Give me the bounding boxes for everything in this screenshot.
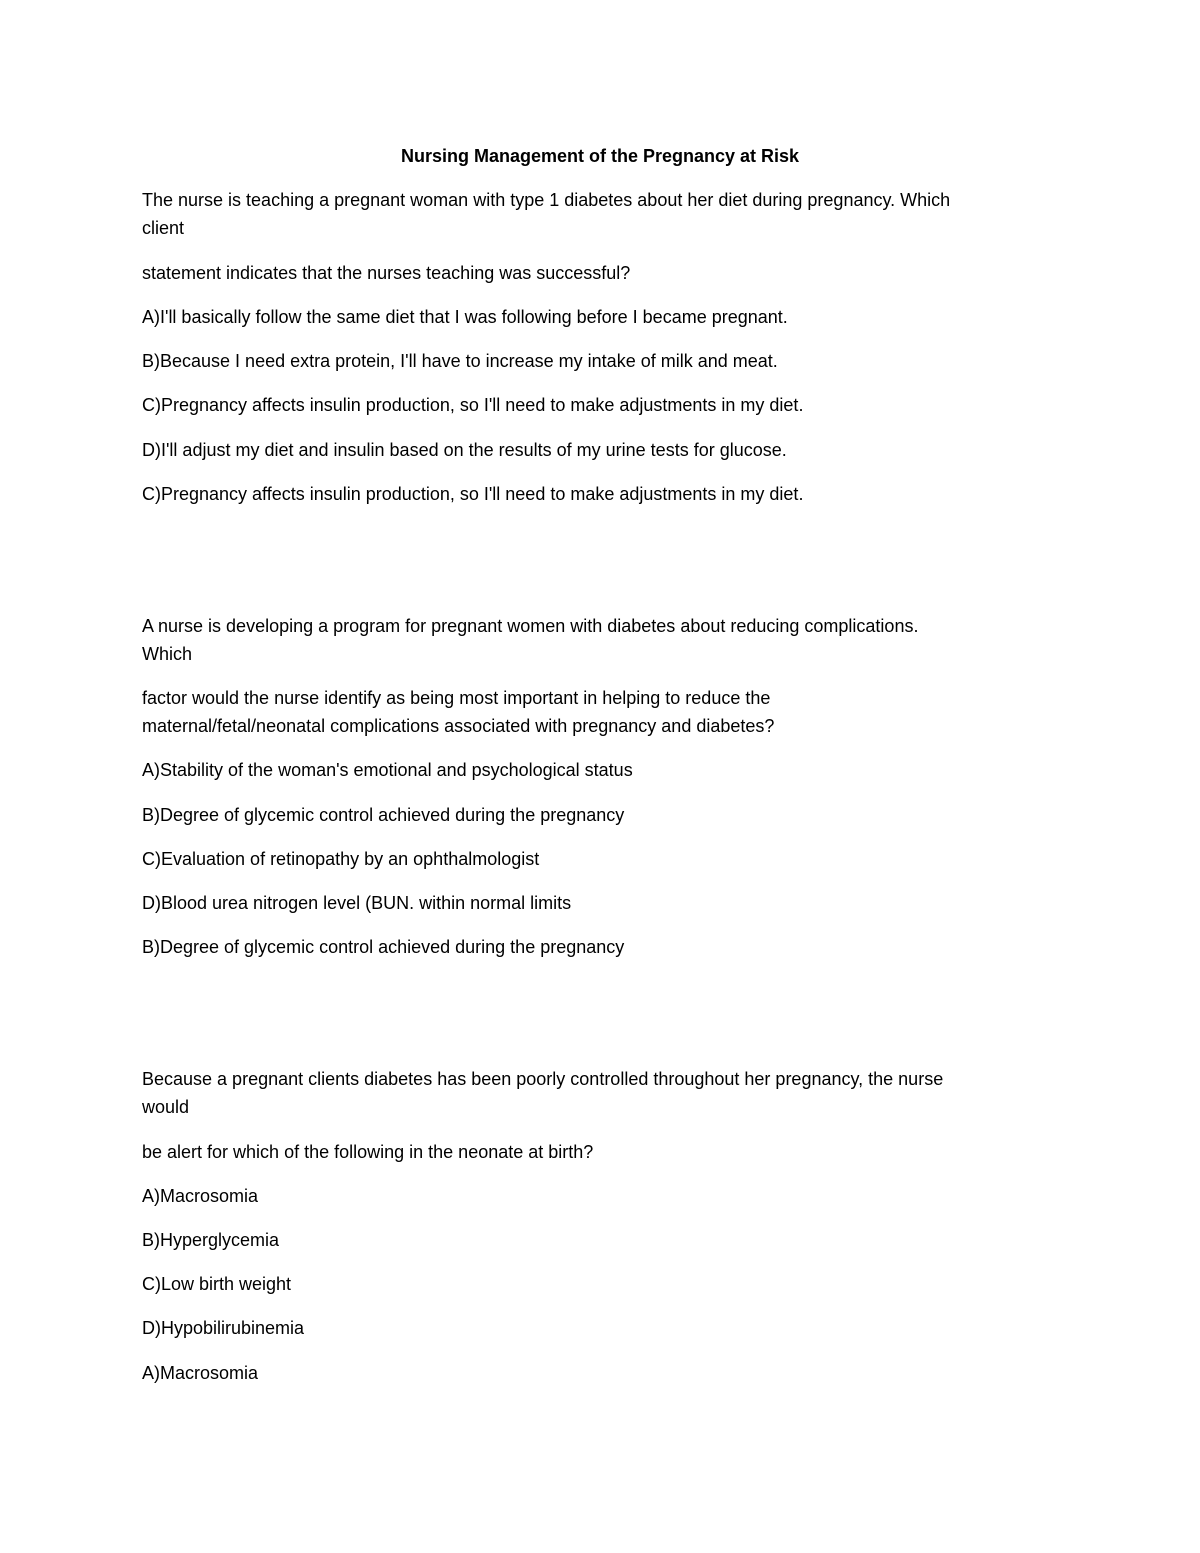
q1-stem-line-3: statement indicates that the nurses teaching was successful?	[142, 263, 631, 283]
q2-option-d: D)Blood urea nitrogen level (BUN. within normal limits	[142, 893, 572, 913]
q2-stem-line-3: factor would the nurse identify as being most important in helping to reduce the	[142, 688, 771, 708]
q3-stem-line-2: would	[142, 1097, 190, 1117]
q2-answer: B)Degree of glycemic control achieved during the pregnancy	[142, 937, 625, 957]
q3-option-b: B)Hyperglycemia	[142, 1230, 280, 1250]
q3-stem-line-1: Because a pregnant clients diabetes has been poorly controlled throughout her pregnancy, the nurse	[142, 1069, 944, 1089]
q1-stem-line-2: client	[142, 218, 185, 238]
q3-option-d: D)Hypobilirubinemia	[142, 1318, 305, 1338]
q1-option-b: B)Because I need extra protein, I'll have to increase my intake of milk and meat.	[142, 351, 778, 371]
document-title: Nursing Management of the Pregnancy at Risk	[400, 146, 800, 166]
q2-option-c: C)Evaluation of retinopathy by an ophthalmologist	[142, 849, 540, 869]
q2-option-a: A)Stability of the woman's emotional and psychological status	[142, 760, 633, 780]
q2-option-b: B)Degree of glycemic control achieved during the pregnancy	[142, 805, 625, 825]
q3-answer: A)Macrosomia	[142, 1363, 259, 1383]
q3-stem-line-3: be alert for which of the following in the neonate at birth?	[142, 1142, 594, 1162]
q2-stem-line-4: maternal/fetal/neonatal complications associated with pregnancy and diabetes?	[142, 716, 775, 736]
q2-stem-line-1: A nurse is developing a program for pregnant women with diabetes about reducing complications.	[142, 616, 919, 636]
q3-option-a: A)Macrosomia	[142, 1186, 259, 1206]
q1-answer: C)Pregnancy affects insulin production, so I'll need to make adjustments in my diet.	[142, 484, 804, 504]
q1-option-a: A)I'll basically follow the same diet that I was following before I became pregnant.	[142, 307, 788, 327]
q3-option-c: C)Low birth weight	[142, 1274, 292, 1294]
q2-stem-line-2: Which	[142, 644, 193, 664]
q1-option-d: D)I'll adjust my diet and insulin based on the results of my urine tests for glucose.	[142, 440, 787, 460]
q1-stem-line-1: The nurse is teaching a pregnant woman with type 1 diabetes about her diet during pregnancy. Which	[142, 190, 951, 210]
q1-option-c: C)Pregnancy affects insulin production, so I'll need to make adjustments in my diet.	[142, 395, 804, 415]
